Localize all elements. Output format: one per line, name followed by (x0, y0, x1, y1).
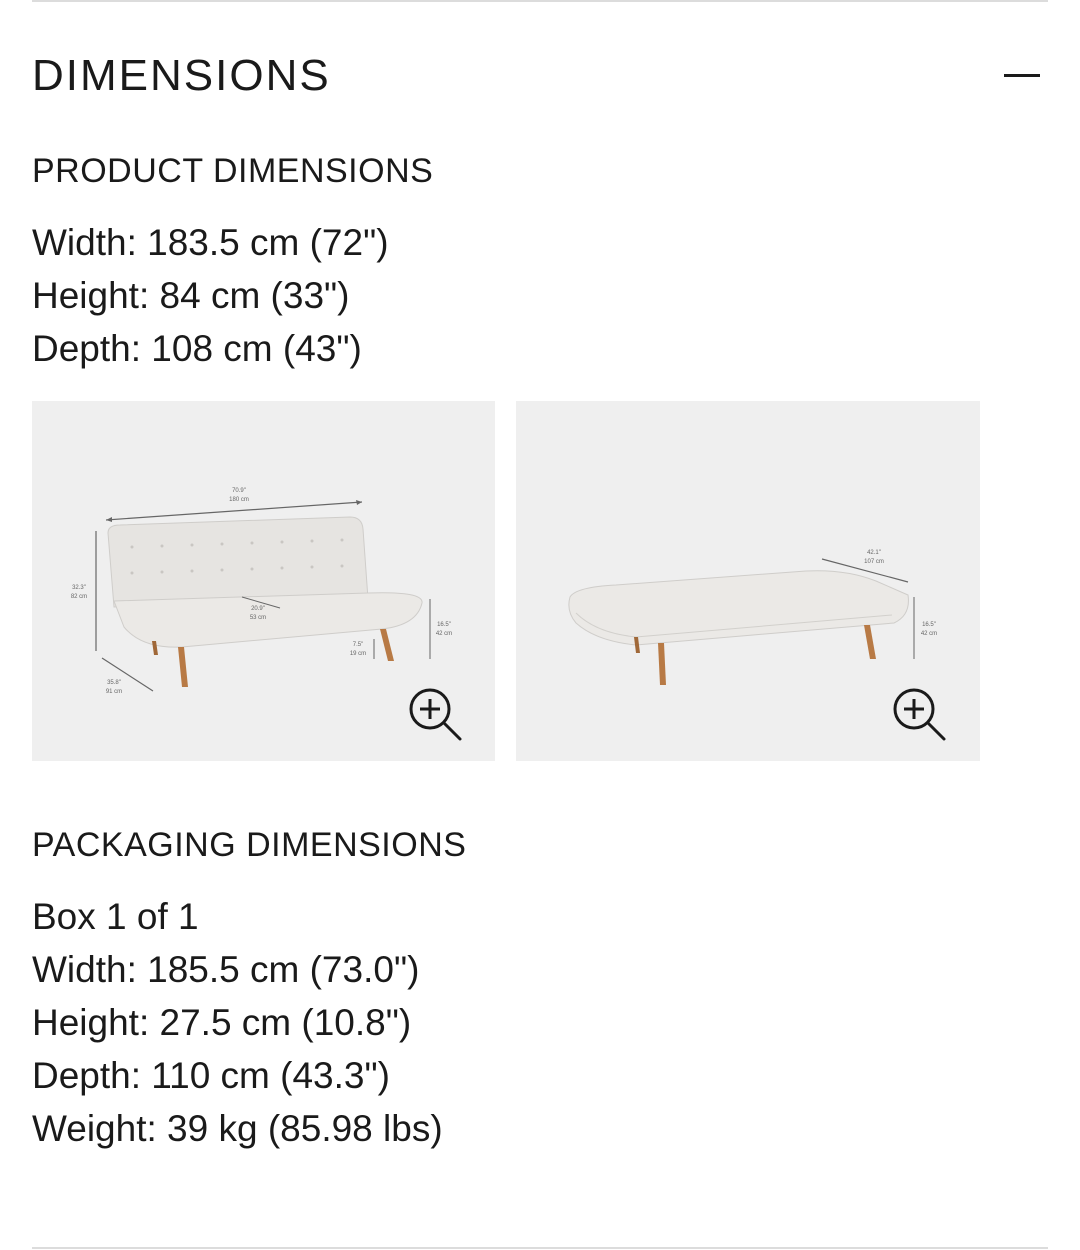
bed-depth-in-label: 42.1" (867, 550, 881, 556)
leg-in-label: 7.5" (352, 642, 364, 648)
sofa-leg-front-right (380, 629, 394, 661)
sofa-bed-surface (569, 571, 909, 645)
minus-icon[interactable] (1004, 58, 1040, 94)
package-depth: Depth: 110 cm (43.3") (32, 1055, 390, 1096)
package-height: Height: 27.5 cm (10.8") (32, 1002, 412, 1043)
product-dimensions-list (32, 216, 389, 375)
depth-in-label: 35.8" (107, 680, 121, 686)
sofa-upright-image[interactable] (32, 401, 495, 761)
bed-height-cm-label: 42 cm (920, 631, 938, 637)
sofa-bed-diagram (516, 401, 980, 761)
seat-depth-cm-label: 53 cm (249, 615, 267, 621)
width-cm-label: 180 cm (229, 497, 249, 503)
product-width: Width: 183.5 cm (72") (32, 222, 389, 263)
bottom-divider (32, 1247, 1048, 1249)
bed-depth-cm-label: 107 cm (864, 559, 884, 565)
height-cm-label: 82 cm (70, 594, 88, 600)
zoom-in-icon[interactable] (895, 690, 944, 739)
product-depth: Depth: 108 cm (43") (32, 328, 362, 369)
dimensions-accordion-header[interactable] (32, 44, 1048, 108)
product-height: Height: 84 cm (33") (32, 275, 350, 316)
sofa-leg-front-left (178, 647, 188, 687)
width-in-label: 70.9" (232, 488, 246, 494)
width-dimension-line (106, 502, 362, 520)
bed-leg-front-right (864, 625, 876, 659)
package-width: Width: 185.5 cm (73.0") (32, 949, 420, 990)
sofa-seat (114, 593, 422, 647)
sofa-upright-diagram (32, 401, 495, 761)
packaging-dimensions-list (32, 890, 443, 1155)
packaging-dimensions-heading: PACKAGING DIMENSIONS (32, 826, 467, 864)
sofa-bed-image[interactable] (516, 401, 980, 761)
product-dimensions-heading: PRODUCT DIMENSIONS (32, 152, 434, 190)
depth-dimension-line (102, 658, 153, 691)
box-count: Box 1 of 1 (32, 896, 199, 937)
section-title: DIMENSIONS (32, 51, 331, 100)
seat-height-cm-label: 42 cm (435, 631, 453, 637)
top-divider (32, 0, 1048, 2)
leg-cm-label: 19 cm (349, 651, 367, 657)
height-in-label: 32.3" (72, 585, 86, 591)
depth-cm-label: 91 cm (105, 689, 123, 695)
zoom-in-icon[interactable] (411, 690, 460, 739)
package-weight: Weight: 39 kg (85.98 lbs) (32, 1108, 443, 1149)
bed-leg-front-left (658, 643, 666, 685)
sofa-backrest (108, 517, 368, 607)
bed-height-in-label: 16.5" (922, 622, 936, 628)
seat-depth-in-label: 20.9" (251, 606, 265, 612)
seat-height-in-label: 16.5" (437, 622, 451, 628)
